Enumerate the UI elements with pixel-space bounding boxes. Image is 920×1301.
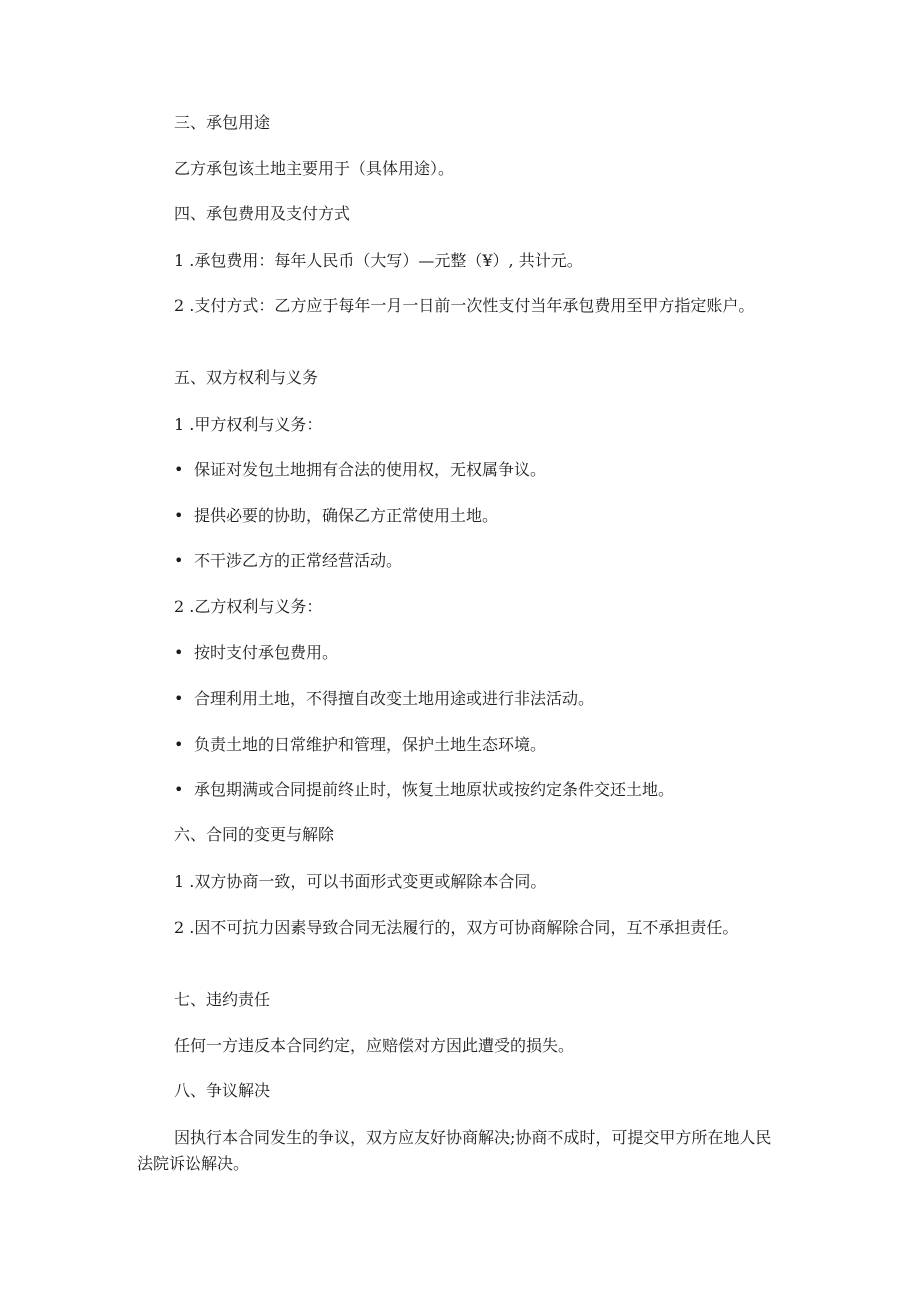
section-8-body: 因执行本合同发生的争议，双方应友好协商解决;协商不成时，可提交甲方所在地人民法院诉讼解决。 xyxy=(137,1128,772,1173)
list-item-text: 保证对发包土地拥有合法的使用权，无权属争议。 xyxy=(194,460,547,479)
section-6-heading: 六、合同的变更与解除 xyxy=(174,825,335,844)
bullet-icon: • xyxy=(174,506,184,525)
section-5-item-1: 1 .甲方权利与义务： xyxy=(174,415,323,434)
bullet-icon: • xyxy=(174,551,184,570)
list-item-text: 合理利用土地，不得擅自改变土地用途或进行非法活动。 xyxy=(194,689,595,708)
list-item xyxy=(174,640,338,666)
bullet-icon: • xyxy=(174,735,184,754)
section-7-heading: 七、违约责任 xyxy=(174,990,271,1009)
section-4-item-1: 1 .承包费用：每年人民币（大写）—元整（¥）, 共计元。 xyxy=(174,251,583,270)
section-6-item-2: 2 .因不可抗力因素导致合同无法履行的，双方可协商解除合同，互不承担责任。 xyxy=(174,918,739,937)
list-item xyxy=(174,777,674,803)
list-item-text: 承包期满或合同提前终止时，恢复土地原状或按约定条件交还土地。 xyxy=(194,780,675,799)
list-item-text: 不干涉乙方的正常经营活动。 xyxy=(194,551,403,570)
list-item xyxy=(174,686,594,712)
section-4-item-2: 2 .支付方式：乙方应于每年一月一日前一次性支付当年承包费用至甲方指定账户。 xyxy=(174,296,755,315)
list-item xyxy=(174,732,546,758)
section-8-heading: 八、争议解决 xyxy=(174,1081,271,1100)
list-item-text: 负责土地的日常维护和管理，保护土地生态环境。 xyxy=(194,735,547,754)
section-7-body: 任何一方违反本合同约定，应赔偿对方因此遭受的损失。 xyxy=(174,1036,575,1055)
bullet-icon: • xyxy=(174,460,184,479)
list-item xyxy=(174,548,402,574)
section-6-item-1: 1 .双方协商一致，可以书面形式变更或解除本合同。 xyxy=(174,872,547,891)
list-item xyxy=(174,503,498,529)
list-item-text: 提供必要的协助，确保乙方正常使用土地。 xyxy=(194,506,499,525)
section-3-heading: 三、承包用途 xyxy=(174,113,271,132)
section-4-heading: 四、承包费用及支付方式 xyxy=(174,204,351,223)
section-3-body: 乙方承包该土地主要用于（具体用途）。 xyxy=(174,159,455,178)
bullet-icon: • xyxy=(174,643,184,662)
bullet-icon: • xyxy=(174,780,184,799)
bullet-icon: • xyxy=(174,689,184,708)
list-item-text: 按时支付承包费用。 xyxy=(194,643,339,662)
section-5-heading: 五、双方权利与义务 xyxy=(174,368,319,387)
list-item xyxy=(174,457,546,483)
section-5-item-2: 2 .乙方权利与义务： xyxy=(174,597,323,616)
